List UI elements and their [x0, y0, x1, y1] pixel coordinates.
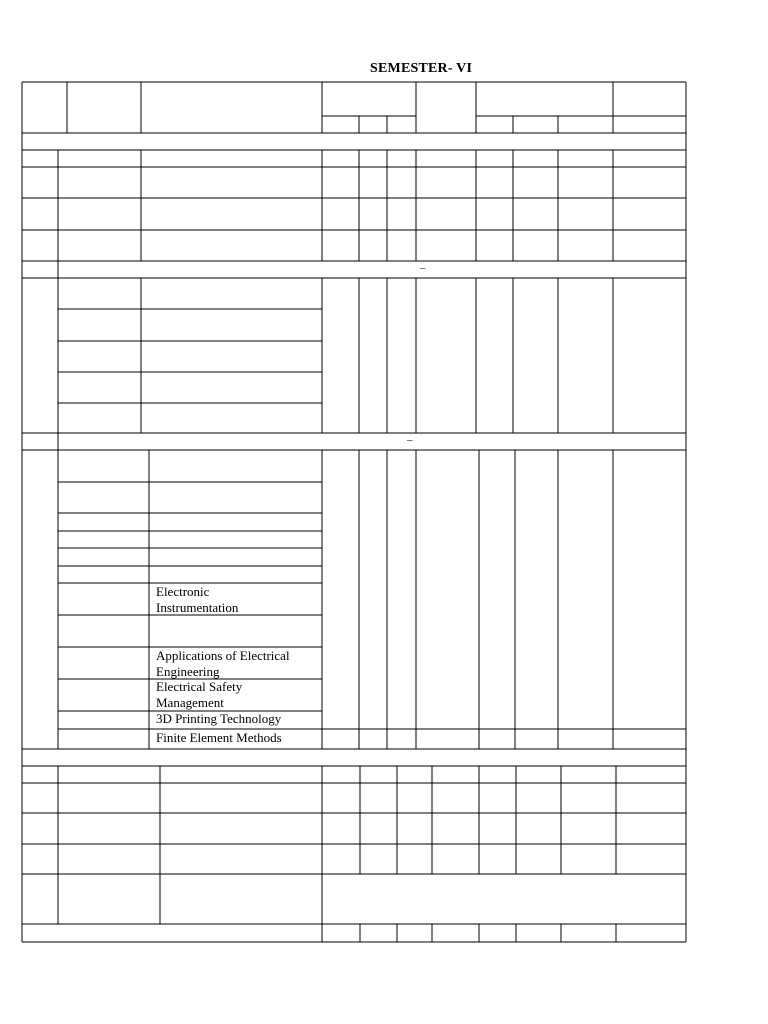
section-marker: –: [420, 262, 426, 274]
elective-subject: Electrical Safety Management: [156, 679, 243, 710]
elective-subject: Applications of Electrical Engineering: [156, 648, 290, 679]
elective-subject: 3D Printing Technology: [156, 711, 282, 726]
page-title: SEMESTER- VI: [370, 61, 473, 76]
elective-subject: Finite Element Methods: [156, 730, 282, 745]
elective-subject: Electronic Instrumentation: [156, 584, 239, 615]
section-marker: –: [407, 434, 413, 446]
